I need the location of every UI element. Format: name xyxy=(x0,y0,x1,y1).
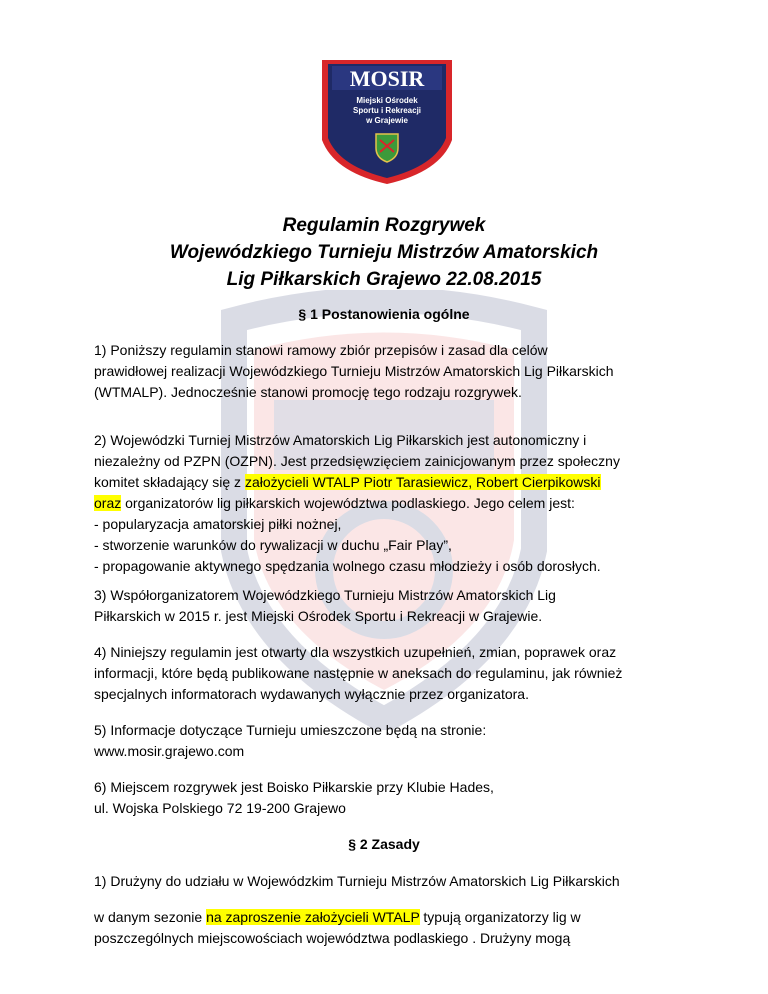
paragraph-line: Piłkarskich w 2015 r. jest Miejski Ośrodek Sportu i Rekreacji w Grajewie. xyxy=(94,608,543,624)
paragraph-line: 1) Drużyny do udziału w Wojewódzkim Turnieju Mistrzów Amatorskich Lig Piłkarskich xyxy=(94,873,620,889)
paragraph-line: - propagowanie aktywnego spędzania wolnego czasu młodzieży i osób dorosłych. xyxy=(94,558,601,574)
paragraph-1 xyxy=(94,340,694,403)
highlighted-text: na zaproszenie założycieli WTALP xyxy=(206,909,420,925)
mosir-logo xyxy=(318,56,456,186)
paragraph-line: 4) Niniejszy regulamin jest otwarty dla wszystkich uzupełnień, zmian, poprawek oraz xyxy=(94,644,617,660)
paragraph-line: ul. Wojska Polskiego 72 19-200 Grajewo xyxy=(94,800,346,816)
logo-tagline-3: w Grajewie xyxy=(366,116,408,125)
section-2-heading: § 2 Zasady xyxy=(348,836,420,852)
paragraph-line: - stworzenie warunków do rywalizacji w duchu „Fair Play”, xyxy=(94,537,452,553)
paragraph-2 xyxy=(94,430,694,577)
paragraph-line: specjalnych informatorach wydawanych wyłącznie przez organizatora. xyxy=(94,686,529,702)
paragraph-line: (WTMALP). Jednocześnie stanowi promocję tego rodzaju rozgrywek. xyxy=(94,384,522,400)
paragraph-s2-1 xyxy=(94,871,694,892)
text-run: organizatorów lig piłkarskich województwa podlaskiego. Jego celem jest: xyxy=(121,495,575,511)
paragraph-line: informacji, które będą publikowane następnie w aneksach do regulaminu, jak również xyxy=(94,665,623,681)
paragraph-line: 3) Współorganizatorem Wojewódzkiego Turnieju Mistrzów Amatorskich Lig xyxy=(94,587,556,603)
logo-tagline-1: Miejski Ośrodek xyxy=(356,96,418,105)
paragraph-line: niezależny od PZPN (OZPN). Jest przedsięwzięciem zainicjowanym przez społeczny xyxy=(94,453,620,469)
paragraph-6 xyxy=(94,777,694,819)
paragraph-4 xyxy=(94,642,694,705)
paragraph-s2-2 xyxy=(94,907,694,949)
website-url: www.mosir.grajewo.com xyxy=(94,743,245,759)
text-run: typują organizatorzy lig w xyxy=(419,909,581,925)
paragraph-3 xyxy=(94,585,694,627)
logo-name: MOSIR xyxy=(349,66,425,91)
paragraph-line: 2) Wojewódzki Turniej Mistrzów Amatorskich Lig Piłkarskich jest autonomiczny i xyxy=(94,432,587,448)
text-run: komitet składający się z xyxy=(94,474,245,490)
paragraph-5 xyxy=(94,720,694,762)
highlighted-text: założycieli WTALP Piotr Tarasiewicz, Robert Cierpikowski xyxy=(244,474,601,490)
paragraph-line xyxy=(94,472,694,493)
text-run: w danym sezonie xyxy=(94,909,207,925)
title-line-2: Wojewódzkiego Turnieju Mistrzów Amatorskich xyxy=(169,242,599,263)
document-title xyxy=(0,212,768,293)
paragraph-line: 6) Miejscem rozgrywek jest Boisko Piłkarskie przy Klubie Hades, xyxy=(94,779,494,795)
paragraph-line: 1) Poniższy regulamin stanowi ramowy zbiór przepisów i zasad dla celów xyxy=(94,342,548,358)
paragraph-line: prawidłowej realizacji Wojewódzkiego Turnieju Mistrzów Amatorskich Lig Piłkarskich xyxy=(94,363,614,379)
paragraph-line: 5) Informacje dotyczące Turnieju umieszczone będą na stronie: xyxy=(94,722,487,738)
paragraph-line xyxy=(94,907,694,928)
title-line-1: Regulamin Rozgrywek xyxy=(282,215,486,236)
paragraph-line: - popularyzacja amatorskiej piłki nożnej, xyxy=(94,516,342,532)
paragraph-line xyxy=(94,493,694,514)
section-1-heading: § 1 Postanowienia ogólne xyxy=(298,306,470,322)
paragraph-line: poszczególnych miejscowościach województwa podlaskiego . Drużyny mogą xyxy=(94,930,571,946)
logo-tagline-2: Sportu i Rekreacji xyxy=(352,106,422,115)
coat-of-arms-icon xyxy=(376,134,398,162)
highlighted-text: oraz xyxy=(94,495,122,511)
title-line-3: Lig Piłkarskich Grajewo 22.08.2015 xyxy=(226,269,542,290)
